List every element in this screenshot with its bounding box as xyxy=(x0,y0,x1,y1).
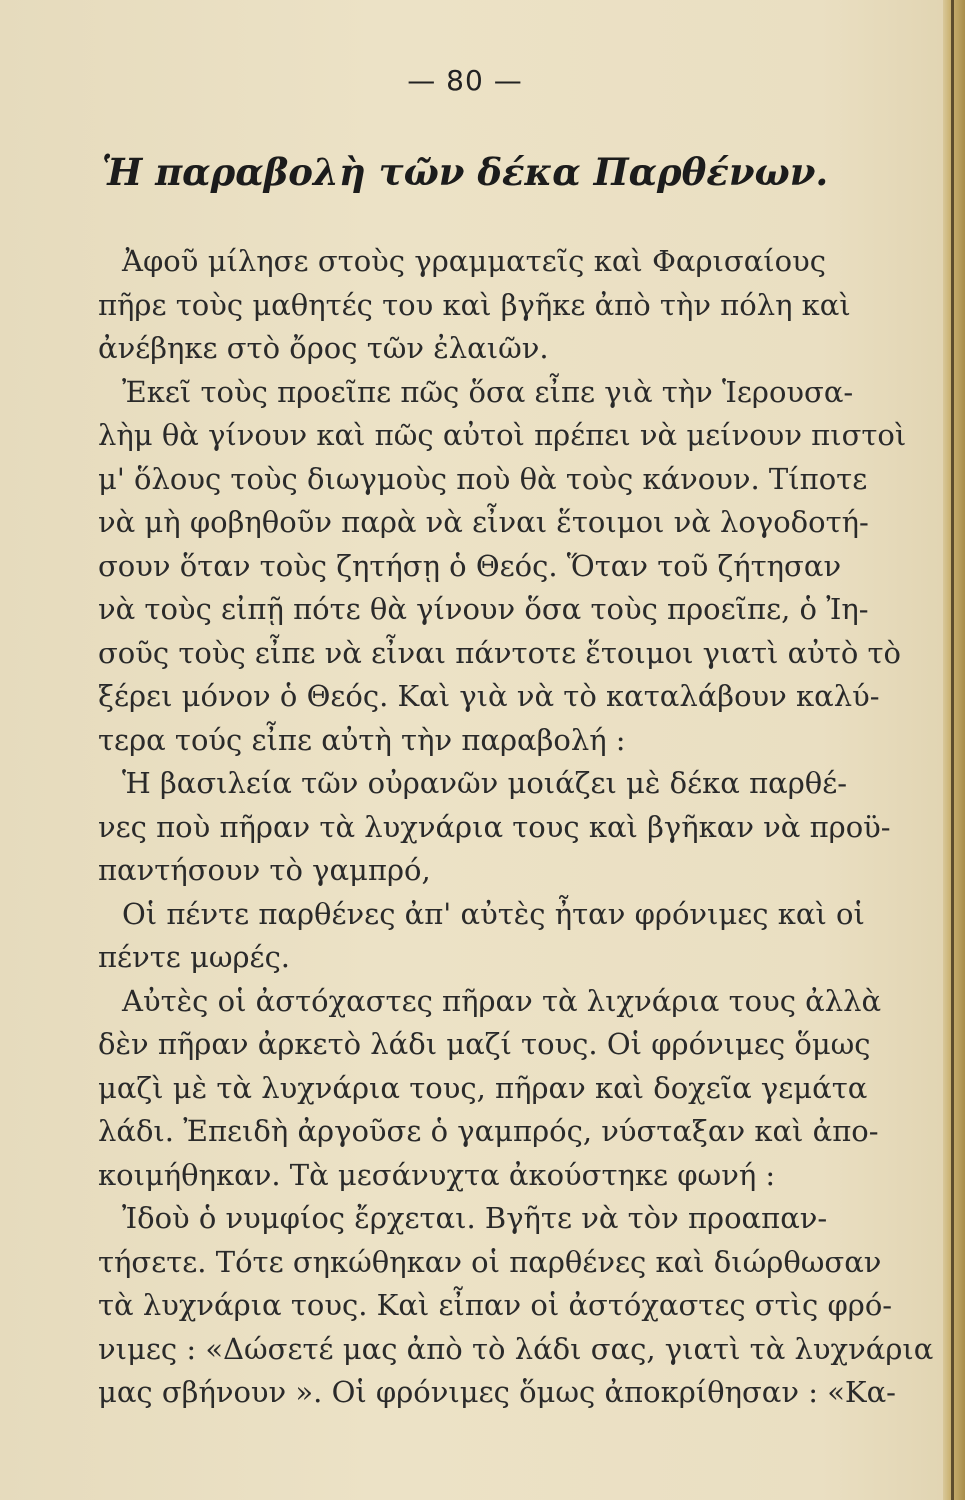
text-line: νὰ μὴ φοβηθοῦν παρὰ νὰ εἶναι ἕτοιμοι νὰ λογοδοτή- xyxy=(98,505,869,539)
text-line: Ἰδοὺ ὁ νυμφίος ἔρχεται. Βγῆτε νὰ τὸν προαπαν- xyxy=(122,1201,828,1235)
text-line: Ἀφοῦ μίλησε στοὺς γραμματεῖς καὶ Φαρισαίους xyxy=(122,244,826,278)
text-line: ξέρει μόνον ὁ Θεός. Καὶ γιὰ νὰ τὸ καταλάβουν καλύ- xyxy=(98,679,880,713)
text-line: νες ποὺ πῆραν τὰ λυχνάρια τους καὶ βγῆκαν νὰ προϋ- xyxy=(98,809,891,844)
chapter-title: Ἡ παραβολὴ τῶν δέκα Παρθένων. xyxy=(101,150,829,194)
text-line: δὲν πῆραν ἀρκετὸ λάδι μαζί τους. Οἱ φρόνιμες ὅμως xyxy=(98,1027,871,1061)
text-line: Ἐκεῖ τοὺς προεῖπε πῶς ὅσα εἶπε γιὰ τὴν Ἱερουσα- xyxy=(122,374,854,409)
text-line: μαζὶ μὲ τὰ λυχνάρια τους, πῆραν καὶ δοχεῖα γεμάτα xyxy=(98,1070,868,1105)
text-line: Ἡ βασιλεία τῶν οὐρανῶν μοιάζει μὲ δέκα παρθέ- xyxy=(122,766,848,800)
text-line: νὰ τοὺς εἰπῇ πότε θὰ γίνουν ὅσα τοὺς προεῖπε, ὁ Ἰη- xyxy=(98,592,869,626)
text-line: σουν ὅταν τοὺς ζητήσῃ ὁ Θεός. Ὅταν τοῦ ζήτησαν xyxy=(98,548,842,583)
text-line: ἀνέβηκε στὸ ὄρος τῶν ἐλαιῶν. xyxy=(98,331,549,365)
text-line: τήσετε. Τότε σηκώθηκαν οἱ παρθένες καὶ διώρθωσαν xyxy=(98,1244,882,1279)
text-line: Οἱ πέντε παρθένες ἀπ' αὐτὲς ἦταν φρόνιμες καὶ οἱ xyxy=(122,896,865,931)
text-line: κοιμήθηκαν. Τὰ μεσάνυχτα ἀκούστηκε φωνή : xyxy=(98,1157,776,1192)
text-line: πῆρε τοὺς μαθητές του καὶ βγῆκε ἀπὸ τὴν πόλη καὶ xyxy=(98,287,851,322)
text-line: παντήσουν τὸ γαμπρό, xyxy=(98,853,431,887)
text-line: νιμες : «Δώσετέ μας ἀπὸ τὸ λάδι σας, γιατὶ τὰ λυχνάρια xyxy=(98,1331,934,1366)
text-line: λὴμ θὰ γίνουν καὶ πῶς αὐτοὶ πρέπει νὰ μείνουν πιστοὶ xyxy=(98,418,907,452)
text-line: τὰ λυχνάρια τους. Καὶ εἶπαν οἱ ἀστόχαστες στὶς φρό- xyxy=(98,1288,893,1322)
text-line: λάδι. Ἐπειδὴ ἀργοῦσε ὁ γαμπρός, νύσταξαν καὶ ἀπο- xyxy=(98,1114,879,1148)
text-line: σοῦς τοὺς εἶπε νὰ εἶναι πάντοτε ἕτοιμοι γιατὶ αὐτὸ τὸ xyxy=(98,635,902,670)
text-line: Αὐτὲς οἱ ἀστόχαστες πῆραν τὰ λιχνάρια τους ἀλλὰ xyxy=(122,983,882,1018)
page-number: — 80 — xyxy=(407,64,523,97)
text-line: μ' ὅλους τοὺς διωγμοὺς ποὺ θὰ τοὺς κάνουν. Τίποτε xyxy=(98,461,868,496)
text-line: μας σβήνουν ». Οἱ φρόνιμες ὅμως ἀποκρίθησαν : «Κα- xyxy=(98,1375,896,1409)
text-line: πέντε μωρές. xyxy=(98,940,291,974)
text-line: τερα τούς εἶπε αὐτὴ τὴν παραβολή : xyxy=(98,722,626,757)
body-text xyxy=(98,240,934,1415)
page-binding-edge xyxy=(943,0,965,1500)
